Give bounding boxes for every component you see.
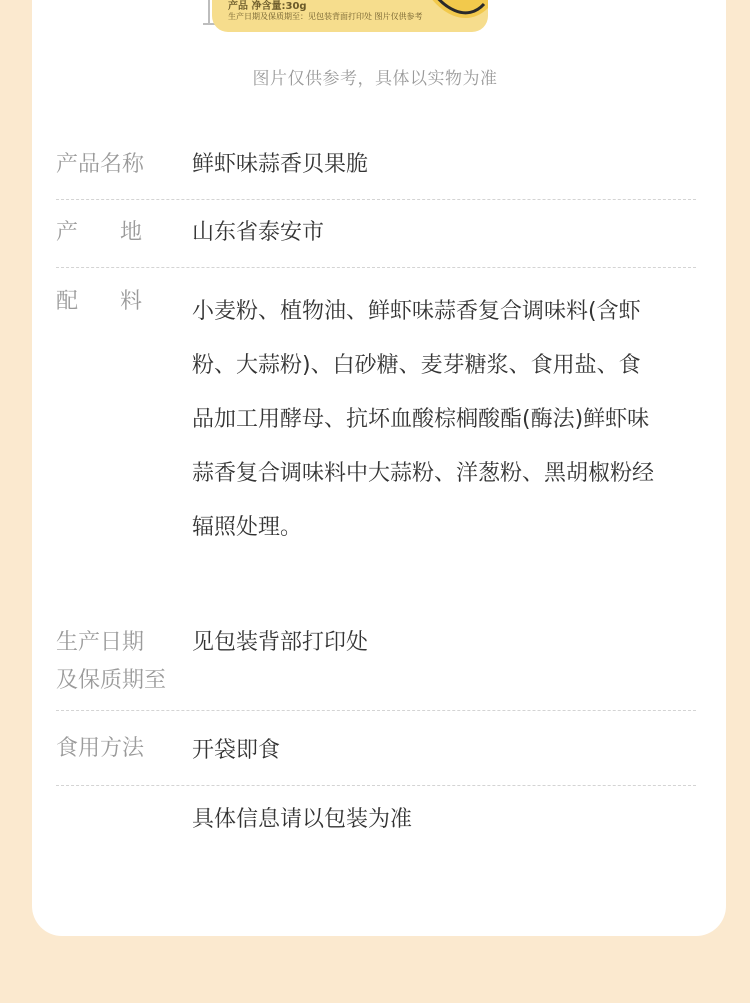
- package-swoosh-graphic: [398, 0, 488, 32]
- value-product-name: 鲜虾味蒜香贝果脆: [192, 152, 369, 177]
- value-ingredients: [192, 285, 712, 555]
- image-disclaimer: 图片仅供参考，具体以实物为准: [252, 69, 498, 89]
- divider: [56, 710, 696, 711]
- label-production-date: 生产日期: [56, 630, 145, 655]
- product-package-image: [212, 0, 488, 32]
- package-date-note: 生产日期及保质期至：见包装背面打印处 图片仅供参考: [228, 12, 423, 21]
- divider: [56, 199, 696, 200]
- ingredients-line: 辐照处理。: [192, 515, 303, 540]
- value-usage: 开袋即食: [192, 738, 281, 763]
- label-origin: 产地: [56, 220, 185, 245]
- ingredients-line: 蒜香复合调味料中大蒜粉、洋葱粉、黑胡椒粉经: [192, 461, 655, 486]
- label-product-name: 产品名称: [56, 152, 145, 177]
- divider: [56, 785, 696, 786]
- package-net-weight: 产品 净含量:30g: [228, 1, 307, 12]
- value-production-date: 见包装背部打印处: [192, 630, 369, 655]
- label-ingredients: 配料: [56, 289, 185, 314]
- label-expiry-date: 及保质期至: [56, 668, 167, 693]
- package-text: [228, 2, 423, 22]
- value-origin: 山东省泰安市: [192, 220, 325, 245]
- ingredients-line: 品加工用酵母、抗坏血酸棕榈酸酯(酶法)鲜虾味: [192, 407, 650, 432]
- measure-line: [208, 0, 210, 24]
- label-usage: 食用方法: [56, 736, 145, 761]
- package-reference-note: 具体信息请以包装为准: [192, 807, 413, 832]
- divider: [56, 267, 696, 268]
- ingredients-line: 粉、大蒜粉)、白砂糖、麦芽糖浆、食用盐、食: [192, 353, 641, 378]
- ingredients-line: 小麦粉、植物油、鲜虾味蒜香复合调味料(含虾: [192, 299, 641, 324]
